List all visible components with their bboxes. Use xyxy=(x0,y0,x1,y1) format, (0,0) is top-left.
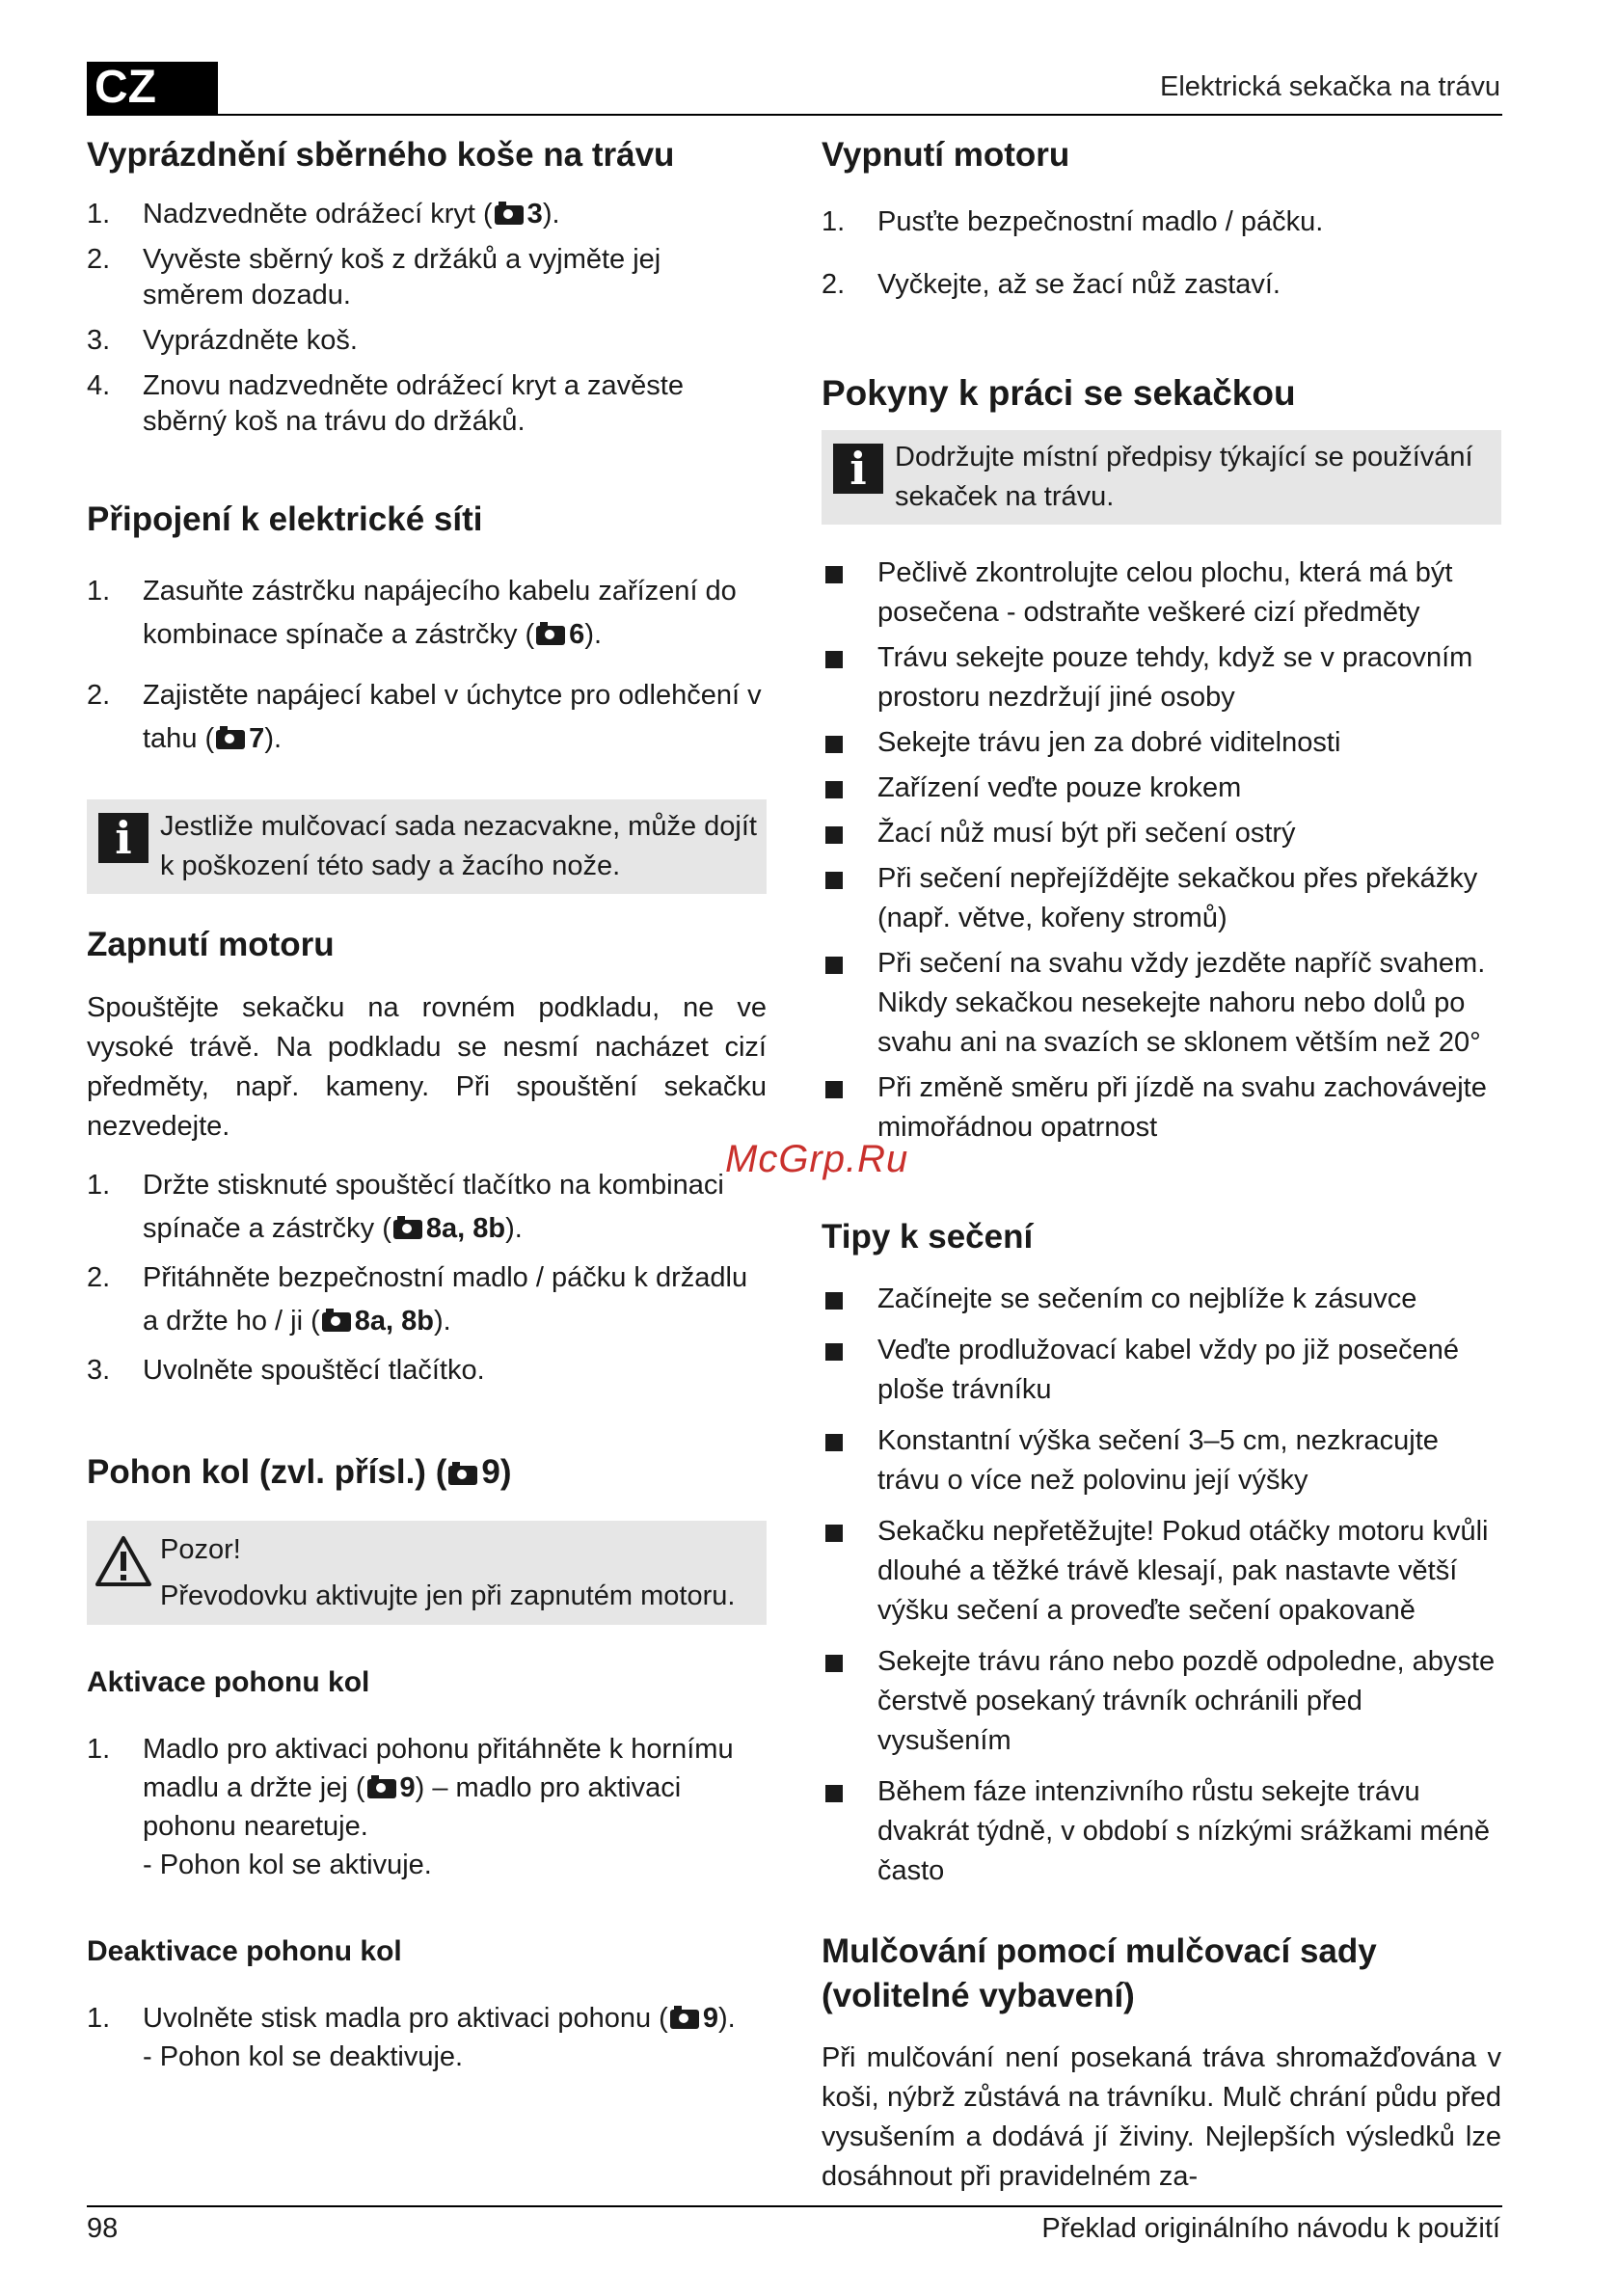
deactivate-steps xyxy=(87,1999,767,2076)
info-icon: i xyxy=(98,813,148,863)
header-rule xyxy=(87,114,1502,116)
bullet-square-icon xyxy=(825,1785,843,1802)
section-title-stop-motor: Vypnutí motoru xyxy=(822,136,1070,174)
step: 2. Přitáhněte bezpečnostní madlo / páčku k držadlu a držte ho / ji ( 8a, 8b). xyxy=(87,1261,748,1337)
step: 1. Madlo pro aktivaci pohonu přitáhněte k hornímu madlu a držte jej ( 9) – madlo pro aktivaci pohonu nearetuje. - Pohon kol se aktivuje. xyxy=(87,1734,734,1880)
work-bullets xyxy=(822,554,1501,1148)
page-number: 98 xyxy=(87,2213,119,2244)
camera-icon xyxy=(448,1466,477,1485)
tips-bullets xyxy=(822,1280,1501,1891)
language-badge: CZ xyxy=(87,62,218,114)
step: 3. Uvolněte spouštěcí tlačítko. xyxy=(87,1354,485,1386)
bullet-square-icon xyxy=(825,781,843,798)
info-icon: i xyxy=(833,444,883,494)
section-title-work-instructions: Pokyny k práci se sekačkou xyxy=(822,372,1296,413)
footer-rule xyxy=(87,2205,1502,2207)
section-title-connect: Připojení k elektrické síti xyxy=(87,500,483,538)
bullet-item: Začínejte se sečením co nejblíže k zásuvce xyxy=(822,1280,1501,1319)
camera-icon xyxy=(367,1779,396,1798)
bullet-item: Veďte prodlužovací kabel vždy po již posečené ploše trávníku xyxy=(822,1331,1501,1410)
bullet-square-icon xyxy=(825,1434,843,1451)
header-title: Elektrická sekačka na trávu xyxy=(1160,71,1500,102)
section-title-wheel-drive: Pohon kol (zvl. přísl.) ( 9) xyxy=(87,1452,512,1491)
section-title-mulching: Mulčování pomocí mulčovací sady (volitelné vybavení) xyxy=(822,1932,1377,2014)
right-column xyxy=(822,133,1501,2197)
warning-note xyxy=(87,1521,767,1625)
bullet-square-icon xyxy=(825,736,843,753)
camera-icon xyxy=(322,1312,351,1332)
section-title-empty-bag: Vyprázdnění sběrného koše na trávu xyxy=(87,136,675,174)
bullet-item: Sekejte trávu ráno nebo pozdě odpoledne, abyste čerstvě posekaný trávník ochránili před vysušením xyxy=(822,1642,1501,1761)
warning-title: Pozor! xyxy=(160,1534,241,1565)
bullet-item: Sekejte trávu jen za dobré viditelnosti xyxy=(822,723,1501,763)
step: 2. Vyvěste sběrný koš z držáků a vyjměte jej směrem dozadu. xyxy=(87,243,661,311)
start-motor-text: Spouštějte sekačku na rovném podkladu, ne ve vysoké trávě. Na podkladu se nesmí nacházet cizí předměty, např. kameny. Při spouštění sekačku nezvedejte. xyxy=(87,991,767,1142)
bullet-item: Při sečení nepřejíždějte sekačkou přes překážky (např. větve, kořeny stromů) xyxy=(822,859,1501,938)
step: 4. Znovu nadzvedněte odrážecí kryt a zavěste sběrný koš na trávu do držáků. xyxy=(87,369,684,437)
bullet-item: Trávu sekejte pouze tehdy, když se v pracovním prostoru nezdržují jiné osoby xyxy=(822,638,1501,717)
step: 2. Zajistěte napájecí kabel v úchytce pro odlehčení v tahu ( 7). xyxy=(87,680,762,754)
step: 1. Pusťte bezpečnostní madlo / páčku. xyxy=(822,205,1324,237)
bullet-square-icon xyxy=(825,1343,843,1361)
bullet-item: Při sečení na svahu vždy jezděte napříč svahem. Nikdy sekačkou nesekejte nahoru nebo dolů po svahu ani na svazích se sklonem větším než 20° xyxy=(822,944,1501,1063)
info-note-regulations: i Dodržujte místní předpisy týkající se používání sekaček na trávu. xyxy=(822,430,1501,525)
activate-steps xyxy=(87,1730,767,1884)
bullet-item: Zařízení veďte pouze krokem xyxy=(822,769,1501,808)
camera-icon xyxy=(393,1220,422,1239)
watermark: McGrp.Ru xyxy=(725,1138,909,1180)
step: 1. Nadzvedněte odrážecí kryt ( 3). xyxy=(87,198,560,230)
step: 1. Uvolněte stisk madla pro aktivaci pohonu ( 9). - Pohon kol se deaktivuje. xyxy=(87,2003,736,2072)
section-title-start-motor: Zapnutí motoru xyxy=(87,926,335,963)
bullet-item: Sekačku nepřetěžujte! Pokud otáčky motoru kvůli dlouhé a těžké trávě klesají, pak nastavte větší výšku sečení a proveďte sečení opakovaně xyxy=(822,1512,1501,1631)
connect-steps xyxy=(87,570,767,761)
bullet-square-icon xyxy=(825,651,843,668)
warning-text: Převodovku aktivujte jen při zapnutém motoru. xyxy=(160,1580,736,1611)
camera-icon xyxy=(536,626,565,645)
bullet-item: Pečlivě zkontrolujte celou plochu, která má být posečena - odstraňte veškeré cizí předměty xyxy=(822,554,1501,633)
section-title-mowing-tips: Tipy k sečení xyxy=(822,1217,1034,1256)
step: 2. Vyčkejte, až se žací nůž zastaví. xyxy=(822,268,1281,300)
bullet-square-icon xyxy=(825,566,843,583)
bullet-item: Konstantní výška sečení 3–5 cm, nezkracujte trávu o více než polovinu její výšky xyxy=(822,1421,1501,1500)
bullet-square-icon xyxy=(825,1525,843,1542)
step: 1. Držte stisknuté spouštěcí tlačítko na kombinaci spínače a zástrčky ( 8a, 8b). xyxy=(87,1169,724,1244)
step: 1. Zasuňte zástrčku napájecího kabelu zařízení do kombinace spínače a zástrčky ( 6). xyxy=(87,576,737,650)
warning-triangle-icon xyxy=(94,1534,152,1588)
step: 3. Vyprázdněte koš. xyxy=(87,324,358,356)
camera-icon xyxy=(495,205,524,225)
bullet-item: Během fáze intenzivního růstu sekejte trávu dvakrát týdně, v období s nízkými srážkami méně často xyxy=(822,1772,1501,1891)
bullet-item: Žací nůž musí být při sečení ostrý xyxy=(822,814,1501,853)
camera-icon xyxy=(670,2010,699,2029)
bullet-square-icon xyxy=(825,957,843,974)
start-motor-steps xyxy=(87,1164,767,1392)
info-note-mulch: i Jestliže mulčovací sada nezacvakne, může dojít k poškození této sady a žacího nože. xyxy=(87,799,767,894)
camera-icon xyxy=(216,730,245,749)
empty-bag-steps xyxy=(87,197,767,440)
bullet-square-icon xyxy=(825,826,843,844)
bullet-square-icon xyxy=(825,1655,843,1672)
bullet-square-icon xyxy=(825,1081,843,1098)
subsection-title-activate: Aktivace pohonu kol xyxy=(87,1666,370,1698)
stop-motor-steps xyxy=(822,204,1501,303)
bullet-item: Při změně směru při jízdě na svahu zachovávejte mimořádnou opatrnost xyxy=(822,1068,1501,1148)
bullet-square-icon xyxy=(825,1292,843,1310)
footer-note: Překlad originálního návodu k použití xyxy=(1041,2213,1500,2244)
subsection-title-deactivate: Deaktivace pohonu kol xyxy=(87,1935,402,1967)
mulching-text: Při mulčování není posekaná tráva shromažďována v koši, nýbrž zůstává na trávníku. Mulč chrání půdu před vysušením a dodává jí živiny. Nejlepších výsledků lze dosáhnout při pravidelném za- xyxy=(822,2042,1501,2193)
bullet-square-icon xyxy=(825,872,843,889)
left-column xyxy=(87,133,767,2076)
